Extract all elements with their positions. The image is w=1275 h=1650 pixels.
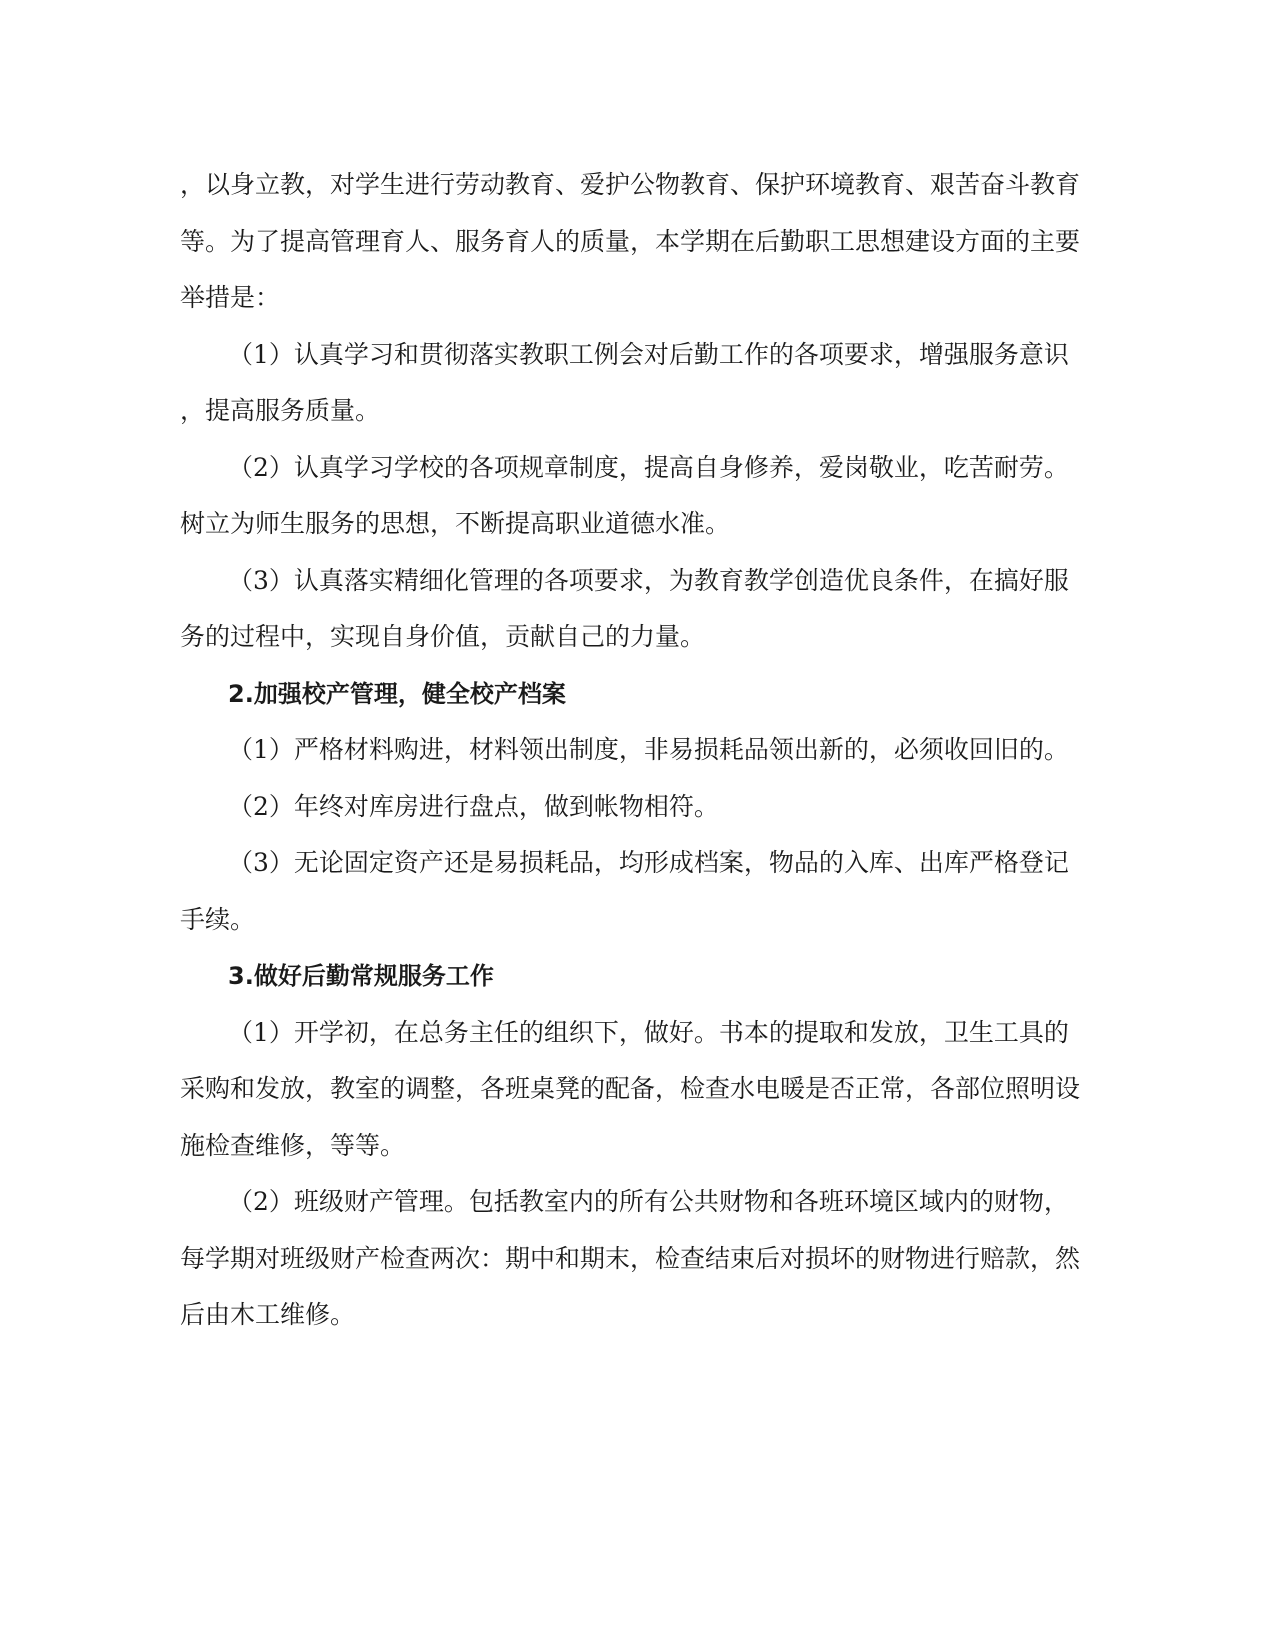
list-item: （1）开学初，在总务主任的组织下，做好。书本的提取和发放，卫生工具的 [228, 1018, 1069, 1047]
list-item: （3）无论固定资产还是易损耗品，均形成档案，物品的入库、出库严格登记 [228, 848, 1069, 877]
paragraph-line: 施检查维修，等等。 [180, 1131, 406, 1160]
paragraph-line: ，提高服务质量。 [180, 396, 381, 425]
paragraph-line: 后由木工维修。 [180, 1300, 356, 1329]
paragraph-line: 手续。 [180, 905, 256, 934]
paragraph-line: 每学期对班级财产检查两次：期中和期末，检查结束后对损坏的财物进行赔款，然 [180, 1244, 1081, 1273]
list-item: （2）年终对库房进行盘点，做到帐物相符。 [228, 792, 719, 821]
list-item: （2）认真学习学校的各项规章制度，提高自身修养，爱岗敬业，吃苦耐劳。 [228, 453, 1069, 482]
paragraph-line: 树立为师生服务的思想，不断提高职业道德水准。 [180, 509, 731, 538]
paragraph-line: 举措是： [180, 283, 281, 312]
paragraph-line: 务的过程中，实现自身价值，贡献自己的力量。 [180, 622, 706, 651]
paragraph-line: ，以身立教，对学生进行劳动教育、爱护公物教育、保护环境教育、艰苦奋斗教育 [180, 170, 1081, 199]
list-item: （1）认真学习和贯彻落实教职工例会对后勤工作的各项要求，增强服务意识 [228, 340, 1069, 369]
paragraph-line: 采购和发放，教室的调整，各班桌凳的配备，检查水电暖是否正常，各部位照明设 [180, 1074, 1081, 1103]
list-item: （2）班级财产管理。包括教室内的所有公共财物和各班环境区域内的财物， [228, 1187, 1069, 1216]
list-item: （3）认真落实精细化管理的各项要求，为教育教学创造优良条件，在搞好服 [228, 566, 1069, 595]
list-item: （1）严格材料购进，材料领出制度，非易损耗品领出新的，必须收回旧的。 [228, 735, 1069, 764]
section-heading: 3.做好后勤常规服务工作 [228, 962, 494, 990]
section-heading: 2.加强校产管理，健全校产档案 [228, 680, 566, 708]
paragraph-line: 等。为了提高管理育人、服务育人的质量，本学期在后勤职工思想建设方面的主要 [180, 227, 1081, 256]
